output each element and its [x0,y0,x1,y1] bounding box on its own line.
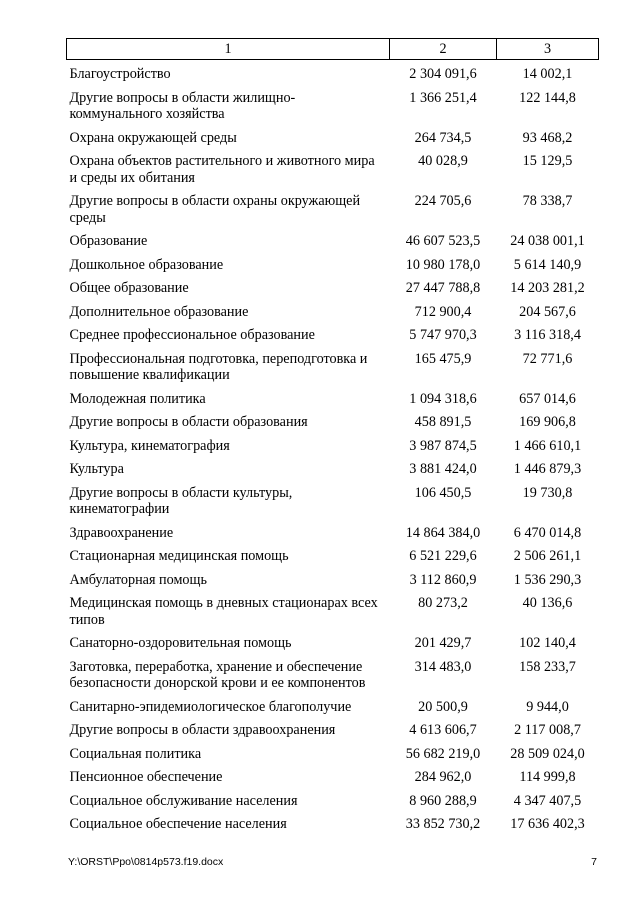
row-col2-cell: 458 891,5 [414,414,472,430]
budget-table [66,38,599,840]
table-row [67,595,599,635]
row-name-cell: Молодежная политика [69,390,206,407]
row-name-cell: Профессиональная подготовка, переподготовка и повышение квалификации [69,350,368,383]
table-row [67,635,599,659]
table-row [67,193,599,233]
row-col2-cell: 80 273,2 [418,595,468,611]
row-col2-cell: 3 987 874,5 [409,437,477,454]
row-name-cell: Культура, кинематография [69,437,230,454]
row-col3-cell: 657 014,6 [519,390,576,407]
table-row [67,525,599,549]
row-name-cell: Стационарная медицинская помощь [69,548,289,564]
row-col2-cell: 1 366 251,4 [409,89,477,106]
table-row [67,769,599,793]
row-name-cell: Здравоохранение [69,524,174,541]
row-col2-cell: 4 613 606,7 [409,722,477,738]
row-col3-cell: 14 002,1 [522,66,573,82]
table-row [67,816,599,840]
header-col-2: 2 [390,39,497,60]
table-row [67,722,599,746]
row-col2-cell: 46 607 523,5 [405,233,481,249]
table-row [67,327,599,351]
row-col3-cell: 1 466 610,1 [513,437,582,454]
table-row [67,461,599,485]
footer-file-path: Y:\ORST\Ppo\0814p573.f19.docx [68,856,224,868]
row-col2-cell: 5 747 970,3 [409,327,477,343]
table-row [67,351,599,391]
row-name-cell: Пенсионное обеспечение [69,769,223,785]
row-col2-cell: 40 028,9 [418,153,468,169]
row-name-cell: Другие вопросы в области охраны окружающей среды [69,193,361,226]
row-col3-cell: 5 614 140,9 [513,256,582,273]
row-col2-cell: 10 980 178,0 [405,256,481,273]
row-name-cell: Охрана объектов растительного и животного мира и среды их обитания [69,153,375,186]
row-col3-cell: 1 446 879,3 [513,461,582,477]
row-col2-cell: 165 475,9 [414,350,472,367]
row-col3-cell: 1 536 290,3 [513,571,582,588]
row-name-cell: Социальное обеспечение населения [69,816,287,832]
row-name-cell: Социальная политика [69,745,202,762]
table-row [67,233,599,257]
table-row [67,280,599,304]
table-row [67,485,599,525]
row-col3-cell: 2 117 008,7 [514,722,581,738]
table-header [67,39,599,60]
table-row [67,130,599,154]
table-row [67,257,599,281]
row-col3-cell: 19 730,8 [522,484,573,501]
header-col-1: 1 [67,39,390,60]
header-row [67,39,599,60]
table-row [67,414,599,438]
row-name-cell: Заготовка, переработка, хранение и обеспечение безопасности донорской крови и ее компонентов [69,658,366,691]
row-col2-cell: 6 521 229,6 [409,548,477,564]
row-col3-cell: 114 999,8 [519,769,576,785]
row-col2-cell: 27 447 788,8 [405,280,481,296]
row-name-cell: Медицинская помощь в дневных стационарах всех типов [69,595,378,628]
row-name-cell: Социальное обслуживание населения [69,792,298,809]
row-name-cell: Образование [69,233,148,249]
row-col3-cell: 28 509 024,0 [510,745,585,762]
row-col3-cell: 17 636 402,3 [510,816,585,832]
row-col3-cell: 3 116 318,4 [514,327,581,343]
row-col2-cell: 314 483,0 [414,658,472,675]
table-row [67,746,599,770]
row-name-cell: Культура [69,461,124,477]
row-col2-cell: 106 450,5 [414,484,472,501]
row-name-cell: Амбулаторная помощь [69,571,207,588]
row-col2-cell: 1 094 318,6 [409,390,477,407]
row-col2-cell: 8 960 288,9 [409,792,477,809]
row-name-cell: Общее образование [69,280,189,296]
row-name-cell: Другие вопросы в области здравоохранения [69,722,336,738]
table-row [67,60,599,90]
table-row [67,153,599,193]
row-name-cell: Охрана окружающей среды [69,129,237,146]
row-col3-cell: 93 468,2 [522,129,573,146]
row-col3-cell: 4 347 407,5 [513,792,582,809]
row-name-cell: Среднее профессиональное образование [69,327,315,343]
table-row [67,699,599,723]
row-col2-cell: 3 881 424,0 [409,461,477,477]
row-name-cell: Другие вопросы в области образования [69,414,308,430]
row-col3-cell: 78 338,7 [522,193,573,209]
row-col2-cell: 2 304 091,6 [409,66,477,82]
row-col2-cell: 3 112 860,9 [409,571,477,588]
row-col3-cell: 9 944,0 [526,698,569,715]
row-col2-cell: 224 705,6 [414,193,472,209]
row-col3-cell: 169 906,8 [519,414,576,430]
row-col2-cell: 20 500,9 [418,698,468,715]
row-col3-cell: 14 203 281,2 [510,280,585,296]
table-row [67,548,599,572]
row-name-cell: Благоустройство [69,66,171,82]
table-row [67,438,599,462]
row-col3-cell: 6 470 014,8 [513,524,582,541]
row-name-cell: Дополнительное образование [69,303,249,320]
row-col3-cell: 204 567,6 [519,303,576,320]
table-row [67,90,599,130]
row-name-cell: Другие вопросы в области жилищно-коммунального хозяйства [69,89,296,122]
row-col2-cell: 33 852 730,2 [405,816,481,832]
table-row [67,659,599,699]
table-row [67,793,599,817]
row-col3-cell: 158 233,7 [519,658,576,675]
row-col2-cell: 56 682 219,0 [405,745,481,762]
row-col2-cell: 14 864 384,0 [405,524,481,541]
row-col2-cell: 201 429,7 [414,635,472,651]
table-row [67,572,599,596]
row-col3-cell: 72 771,6 [522,350,573,367]
row-col3-cell: 40 136,6 [522,595,573,611]
row-name-cell: Санитарно-эпидемиологическое благополучие [69,698,352,715]
row-col3-cell: 2 506 261,1 [513,548,582,564]
footer-page-number: 7 [591,856,597,868]
table-row [67,391,599,415]
row-col3-cell: 122 144,8 [519,89,576,106]
row-col2-cell: 264 734,5 [414,129,472,146]
table-body [67,60,599,840]
row-col2-cell: 284 962,0 [414,769,472,785]
table-row [67,304,599,328]
row-col2-cell: 712 900,4 [414,303,472,320]
row-col3-cell: 24 038 001,1 [510,233,585,249]
row-name-cell: Другие вопросы в области культуры, кинематографии [69,484,293,517]
row-name-cell: Санаторно-оздоровительная помощь [69,635,292,651]
row-col3-cell: 102 140,4 [519,635,576,651]
row-col3-cell: 15 129,5 [522,153,573,169]
header-col-3: 3 [497,39,599,60]
row-name-cell: Дошкольное образование [69,256,224,273]
